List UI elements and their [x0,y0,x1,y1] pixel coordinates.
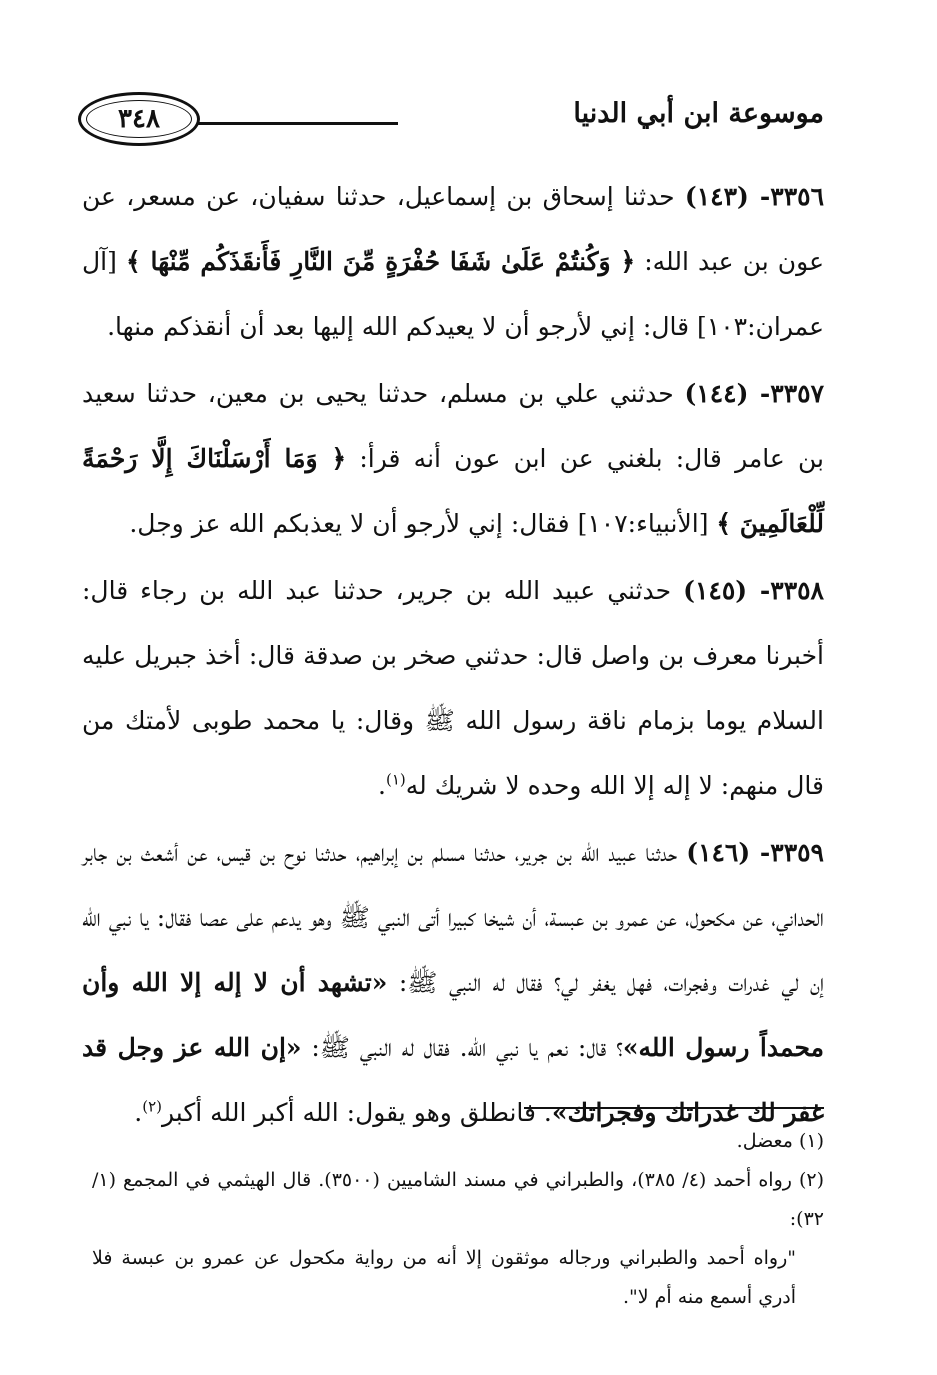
footnote-2: (٢) رواه أحمد (٤/ ٣٨٥)، والطبراني في مسند الشاميين (٣٥٠٠). قال الهيثمي في المجمع (١/ ٣٢): [92,1169,824,1230]
quran-verse: ﴿ وَمَا أَرْسَلْنَاكَ إِلَّا رَحْمَةً لِّلْعَالَمِينَ ﴾ [82,444,824,538]
hadith-entry-3357 [82,361,824,556]
entry-number: ٣٣٥٨- (١٤٥) [683,576,824,605]
hadith-entry-3356 [82,164,824,359]
entry-text: فقال: إني لأرجو أن لا يعذبكم الله عز وجل. [129,509,570,538]
entry-text: حدثني علي بن مسلم، حدثنا يحيى بن معين، حدثنا سعيد بن عامر قال: بلغني عن ابن عون أنه قرأ: [82,379,824,473]
footnote-2-quote: "رواه أحمد والطبراني ورجاله موثقون إلا أنه من رواية مكحول عن عمرو بن عبسة فلا أدري أسمع منه أم لا". [92,1247,796,1308]
page-number: ٣٤٨ [118,104,160,134]
footnote-divider [524,1107,824,1109]
entry-text: حدثنا إسحاق بن إسماعيل، حدثنا سفيان، عن مسعر، عن عون بن عبد الله: [82,182,824,276]
book-title: موسوعة ابن أبي الدنيا [573,98,824,129]
entry-number: ٣٣٥٦- (١٤٣) [684,182,824,211]
entry-text: . فانطلق وهو يقول: الله أكبر الله أكبر [162,1098,552,1127]
entry-end: . [134,1098,143,1127]
main-text [82,164,824,1145]
entry-text: قال: إني لأرجو أن لا يعيدكم الله إليها بعد أن أنقذكم منها. [107,312,690,341]
verse-reference: [آل عمران:١٠٣] [82,247,824,341]
verse-reference: [الأنبياء:١٠٧] [577,509,709,538]
entry-text: حدثني عبيد الله بن جرير، حدثنا عبد الله بن رجاء قال: أخبرنا معرف بن واصل قال: حدثني صخر بن صدقة قال: أخذ جبريل عليه السلام يوما بزمام ناقة رسول الله ﷺ وقال: يا محمد طوبى لأمتك من قال منهم: لا إله إلا الله وحده لا شريك له [82,576,824,800]
footnote-ref-2[interactable]: (٢) [142,1097,163,1116]
footnote-1: (١) معضل. [736,1130,824,1152]
quran-verse: ﴿ وَكُنتُمْ عَلَىٰ شَفَا حُفْرَةٍ مِّنَ النَّارِ فَأَنقَذَكُم مِّنْهَا ﴾ [125,247,636,276]
footnote-ref-1[interactable]: (١) [385,770,406,789]
page-header [78,92,824,154]
hadith-entry-3359 [82,820,824,1145]
prophet-speech: «إن الله عز وجل قد غفر لك غدراتك وفجراتك» [82,1033,824,1127]
entry-text: ؟ قال: نعم يا نبي الله. فقال له النبي ﷺ: [311,1033,623,1062]
entry-number: ٣٣٥٧- (١٤٤) [684,379,824,408]
footnotes [92,1122,824,1317]
hadith-entry-3358 [82,558,824,818]
entry-number: ٣٣٥٩- (١٤٦) [686,838,824,867]
prophet-speech: «تشهد أن لا إله إلا الله وأن محمداً رسول الله» [82,968,824,1062]
entry-text: حدثنا عبيد الله بن جرير، حدثنا مسلم بن إبراهيم، حدثنا نوح بن قيس، عن أشعث بن جابر الحداني، عن مكحول، عن عمرو بن عبسة، أن شيخا كبيرا أتى النبي ﷺ وهو يدعم على عصا فقال: يا نبي الله إن لي غدرات وفجرات، فهل يغفر لي؟ فقال له النبي ﷺ: [82,838,825,997]
header-rule [198,122,398,125]
entry-end: . [378,771,386,800]
